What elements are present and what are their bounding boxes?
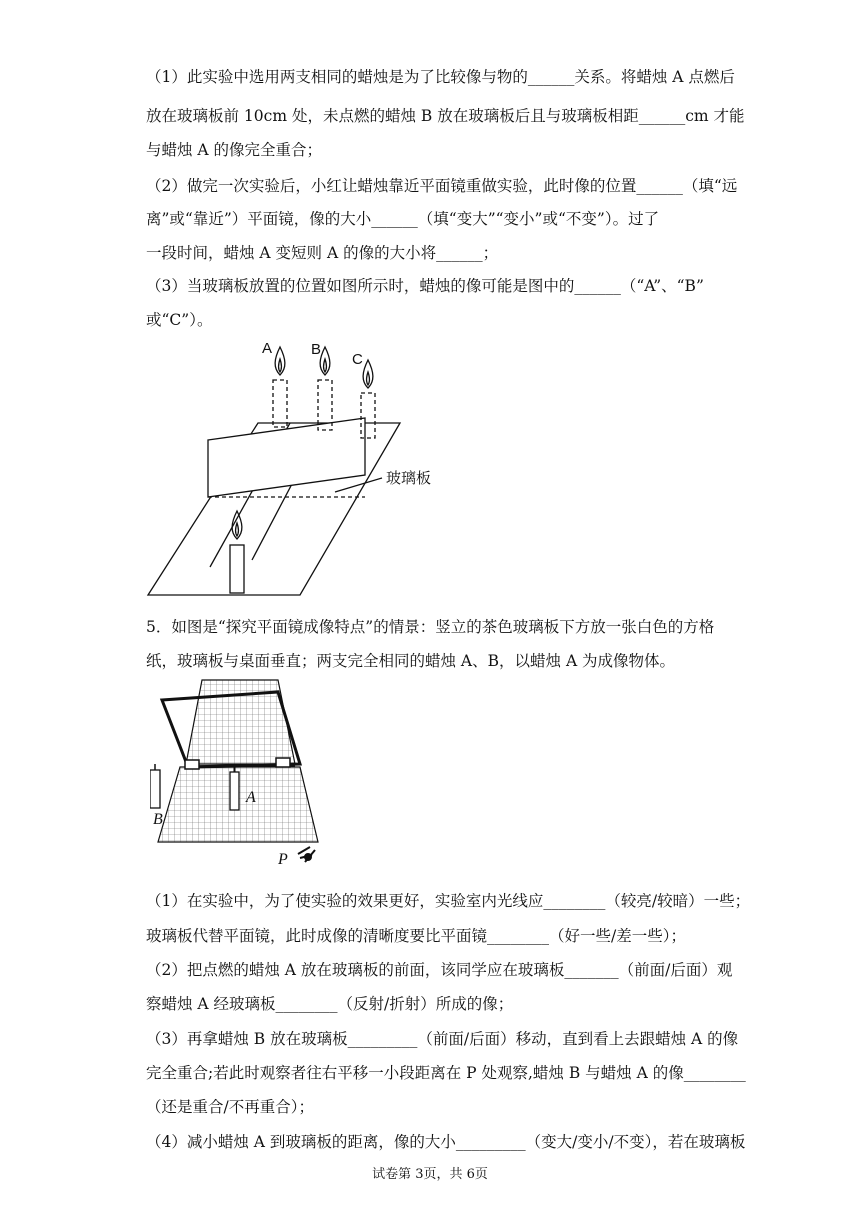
q4-p3-line1: （3）当玻璃板放置的位置如图所示时，蜡烛的像可能是图中的______（“A”、“B”: [146, 277, 704, 295]
eye-icon: [298, 847, 315, 862]
q4-p1-line3: 与蜡烛 A 的像完全重合；: [146, 141, 323, 159]
clip-left: [185, 760, 199, 769]
page-footer: 试卷第 3页，共 6页: [372, 1167, 488, 1182]
q5-p3-line3: （还是重合/不再重合）；: [146, 1098, 314, 1116]
q4-p2-line2: 离”或“靠近”）平面镜，像的大小______（填“变大”“变小”或“不变”）。过了: [146, 210, 660, 228]
q5-p2-line2: 察蜡烛 A 经玻璃板________（反射/折射）所成的像；: [146, 995, 514, 1013]
q5-intro-line1: 5．如图是“探究平面镜成像特点”的情景：竖立的茶色玻璃板下方放一张白色的方格: [146, 618, 715, 636]
q4-p1-line2: 放在玻璃板前 10cm 处，未点燃的蜡烛 B 放在玻璃板后且与玻璃板相距______cm 才能: [146, 107, 745, 125]
label-a: A: [246, 789, 256, 806]
q5-p1-line1: （1）在实验中，为了使实验的效果更好，实验室内光线应________（较亮/较暗）一些；: [146, 892, 751, 910]
candle-a: [273, 380, 287, 427]
q4-p3-line2: 或“C”）。: [146, 311, 213, 329]
grid-paper-figure: [150, 672, 340, 872]
q4-p2-line3: 一段时间，蜡烛 A 变短则 A 的像的大小将______；: [146, 244, 499, 262]
glass-plate-figure: [140, 335, 470, 600]
glass-plate: [208, 418, 365, 497]
q5-p3-line1: （3）再拿蜡烛 B 放在玻璃板_________（前面/后面）移动，直到看上去跟蜡烛 A 的像: [146, 1030, 739, 1048]
label-a: A: [262, 340, 273, 357]
q5-p4-line1: （4）减小蜡烛 A 到玻璃板的距离，像的大小_________（变大/变小/不变），若在玻璃板: [146, 1133, 746, 1151]
glass-pointer: [335, 478, 382, 492]
q5-intro-line2: 纸，玻璃板与桌面垂直；两支完全相同的蜡烛 A、B，以蜡烛 A 为成像物体。: [146, 652, 676, 670]
q4-p2-line1: （2）做完一次实验后，小红让蜡烛靠近平面镜重做实验，此时像的位置______（填“远: [146, 177, 738, 195]
q5-p1-line2: 玻璃板代替平面镜，此时成像的清晰度要比平面镜________（好一些/差一些）；: [146, 927, 686, 945]
candle-b: [150, 770, 160, 808]
q4-p1-line1: （1）此实验中选用两支相同的蜡烛是为了比较像与物的______关系。将蜡烛 A 点燃后: [146, 68, 735, 86]
label-b: B: [153, 811, 163, 828]
q5-p3-line2: 完全重合;若此时观察者往右平移一小段距离在 P 处观察,蜡烛 B 与蜡烛 A 的像________: [146, 1064, 746, 1082]
glass-label: 玻璃板: [386, 470, 432, 487]
clip-right: [276, 758, 290, 767]
candle-a: [230, 772, 239, 810]
real-candle: [230, 545, 244, 593]
label-b: B: [311, 341, 322, 358]
label-c: C: [352, 351, 363, 368]
q5-p2-line1: （2）把点燃的蜡烛 A 放在玻璃板的前面，该同学应在玻璃板_______（前面/后面）观: [146, 961, 733, 979]
label-p: P: [278, 851, 288, 868]
